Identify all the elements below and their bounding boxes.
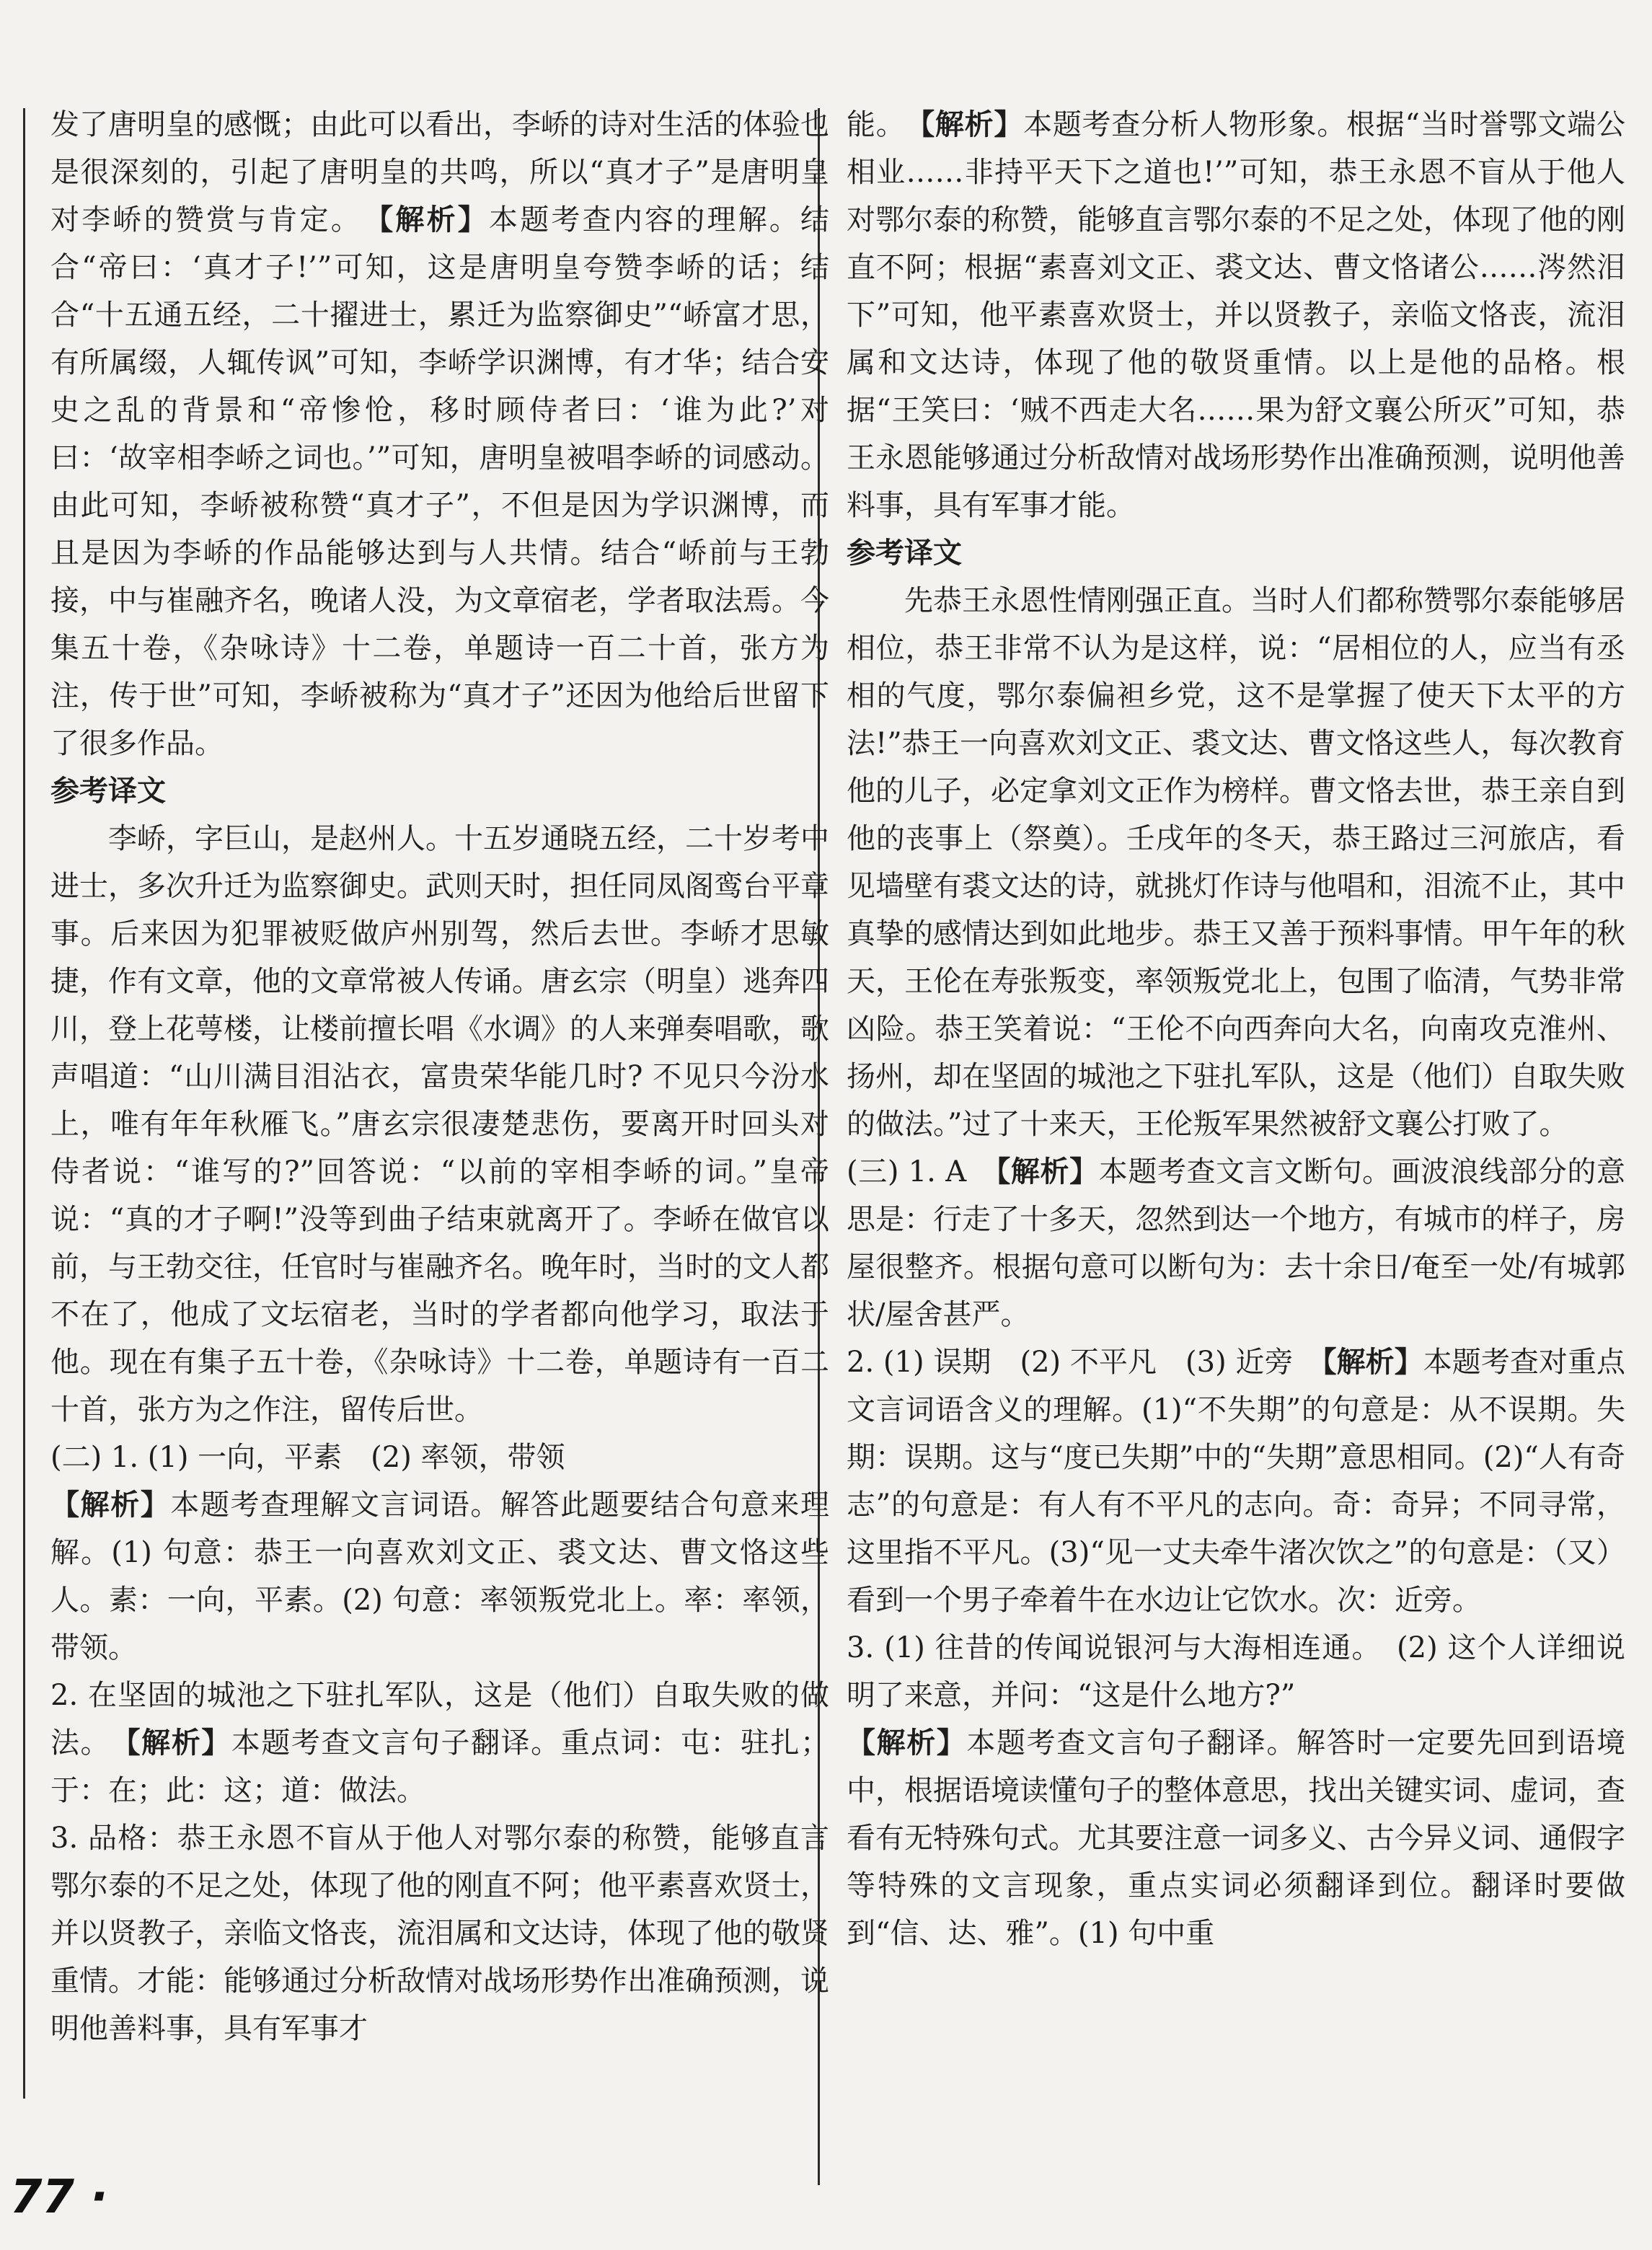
analysis-text: 本题考查文言句子翻译。解答时一定要先回到语境中，根据语境读懂句子的整体意思，找出关键实词、虚词，查看有无特殊句式。尤其要注意一词多义、古今异义词、通假字等特殊的文言现象，重点实词必须翻译到位。翻译时要做到“信、达、雅”。(1) 句中重 bbox=[847, 1726, 1626, 1950]
answer-paragraph bbox=[847, 1719, 1625, 1957]
answer-text: 能。 bbox=[847, 108, 891, 141]
analysis-text: 本题考查对重点文言词语含义的理解。(1)“不失期”的句意是：从不误期。失期：误期。这与“度已失期”中的“失期”意思相同。(2)“人有奇志”的句意是：有人有不平凡的志向。奇：奇异；不同寻常，这里指不平凡。(3)“见一丈夫牵牛渚次饮之”的句意是：（又）看到一个男子牵着牛在水边让它饮水。次：近旁。 bbox=[847, 1346, 1626, 1617]
right-column bbox=[847, 101, 1625, 1957]
left-column bbox=[50, 101, 829, 2052]
translation-paragraph: 先恭王永恩性情刚强正直。当时人们都称赞鄂尔泰能够居相位，恭王非常不认为是这样，说：“居相位的人，应当有丞相的气度，鄂尔泰偏袒乡党，这不是掌握了使天下太平的方法!”恭王一向喜欢刘文正、裘文达、曹文恪这些人，每次教育他的儿子，必定拿刘文正作为榜样。曹文恪去世，恭王亲自到他的丧事上（祭奠）。壬戌年的冬天，恭王路过三河旅店，看见墙壁有裘文达的诗，就挑灯作诗与他唱和，泪流不止，其中真挚的感情达到如此地步。恭王又善于预料事情。甲午年的秋天，王伦在寿张叛变，率领叛党北上，包围了临清，气势非常凶险。恭王笑着说：“王伦不向西奔向大名，向南攻克淮州、扬州，却在坚固的城池之下驻扎军队，这是（他们）自取失败的做法。”过了十来天，王伦叛军果然被舒文襄公打败了。 bbox=[847, 584, 1625, 1141]
analysis-text: 本题考查内容的理解。结合“帝曰：‘真才子!’”可知，这是唐明皇夸赞李峤的话；结合“十五通五经，二十擢进士，累迁为监察御史”“峤富才思，有所属缀，人辄传讽”可知，李峤学识渊博，有才华；结合安史之乱的背景和“帝惨怆，移时顾侍者曰：‘谁为此?’对曰：‘故宰相李峤之词也。’”可知，唐明皇被唱李峤的词感动。由此可知，李峤被称赞“真才子”，不但是因为学识渊博，而且是因为李峤的作品能够达到与人共情。结合“峤前与王勃接，中与崔融齐名，晚诸人没，为文章宿老，学者取法焉。今集五十卷，《杂咏诗》十二卷，单题诗一百二十首，张方为注，传于世”可知，李峤被称为“真才子”还因为他给后世留下了很多作品。 bbox=[50, 203, 830, 760]
analysis-tag: 【解析】 bbox=[996, 1155, 1099, 1188]
answer-paragraph: 3. (1) 往昔的传闻说银河与大海相连通。 (2) 这个人详细说明了来意，并问：“这是什么地方?” bbox=[847, 1631, 1625, 1712]
left-margin-rule bbox=[23, 108, 25, 2099]
answer-text: 发了唐明皇的感慨；由此可以看出，李峤的诗对生活的体验也是很深刻的，引起了唐明皇的共鸣，所以“真才子”是唐明皇对李峤的赞赏与肯定。 bbox=[50, 108, 829, 237]
answer-text: 2. (1) 误期 (2) 不平凡 (3) 近旁 bbox=[847, 1346, 1294, 1379]
answer-paragraph bbox=[847, 1148, 1625, 1338]
analysis-tag: 【解析】 bbox=[379, 203, 490, 237]
answer-text: (三) 1. A bbox=[847, 1155, 967, 1188]
question-answer: (二) 1. (1) 一向，平素 (2) 率领，带领 bbox=[50, 1441, 565, 1474]
page-number: 77 · bbox=[10, 2171, 108, 2224]
analysis-tag: 【解析】 bbox=[1322, 1346, 1423, 1379]
analysis-tag: 【解析】 bbox=[125, 1726, 231, 1760]
analysis-text: 本题考查分析人物形象。根据“当时誉鄂文端公相业……非持平天下之道也!’”可知，恭王永恩不盲从于他人对鄂尔泰的称赞，能够直言鄂尔泰的不足之处，体现了他的刚直不阿；根据“素喜刘文正、裘文达、曹文恪诸公……涔然泪下”可知，他平素喜欢贤士，并以贤教子，亲临文恪丧，流泪属和文达诗，体现了他的敬贤重情。以上是他的品格。根据“王笑曰：‘贼不西走大名……果为舒文襄公所灭”可知，恭王永恩能够通过分析敌情对战场形势作出准确预测，说明他善料事，具有军事才能。 bbox=[847, 108, 1626, 522]
analysis-tag: 【解析】 bbox=[50, 1488, 171, 1522]
answer-paragraph bbox=[50, 101, 829, 767]
analysis-text: 本题考查理解文言词语。解答此题要结合句意来理解。(1) 句意：恭王一向喜欢刘文正、裘文达、曹文恪这些人。素：一向，平素。(2) 句意：率领叛党北上。率：率领，带领。 bbox=[50, 1488, 830, 1664]
analysis-text: 本题考查文言文断句。画波浪线部分的意思是：行走了十多天，忽然到达一个地方，有城市的样子，房屋很整齐。根据句意可以断句为：去十余日/奄至一处/有城郭状/屋舍甚严。 bbox=[847, 1155, 1626, 1331]
answer-text: 2. 在坚固的城池之下驻扎军队，这是（他们）自取失败的做法。 bbox=[50, 1679, 829, 1760]
analysis-tag: 【解析】 bbox=[847, 1726, 967, 1760]
section-heading: 参考译文 bbox=[847, 537, 962, 570]
answer-paragraph: 3. 品格：恭王永恩不盲从于他人对鄂尔泰的称赞，能够直言鄂尔泰的不足之处，体现了他的刚直不阿；他平素喜欢贤士，并以贤教子，亲临文恪丧，流泪属和文达诗，体现了他的敬贤重情。才能：能够通过分析敌情对战场形势作出准确预测，说明他善料事，具有军事才 bbox=[50, 1822, 829, 2045]
analysis-tag: 【解析】 bbox=[920, 108, 1024, 141]
answer-paragraph bbox=[847, 1338, 1625, 1624]
translation-paragraph: 李峤，字巨山，是赵州人。十五岁通晓五经，二十岁考中进士，多次升迁为监察御史。武则天时，担任同凤阁鸾台平章事。后来因为犯罪被贬做庐州别驾，然后去世。李峤才思敏捷，作有文章，他的文章常被人传诵。唐玄宗（明皇）逃奔四川，登上花萼楼，让楼前擅长唱《水调》的人来弹奏唱歌，歌声唱道：“山川满目泪沾衣，富贵荣华能几时? 不见只今汾水上，唯有年年秋雁飞。”唐玄宗很凄楚悲伤，要离开时回头对侍者说：“谁写的?”回答说：“以前的宰相李峤的词。”皇帝说：“真的才子啊!”没等到曲子结束就离开了。李峤在做官以前，与王勃交往，任官时与崔融齐名。晚年时，当时的文人都不在了，他成了文坛宿老，当时的学者都向他学习，取法于他。现在有集子五十卷，《杂咏诗》十二卷，单题诗有一百二十首，张方为之作注，留传后世。 bbox=[50, 822, 829, 1426]
analysis-text: 本题考查文言句子翻译。重点词：屯：驻扎；于：在；此：这；道：做法。 bbox=[50, 1726, 830, 1807]
answer-paragraph bbox=[50, 1481, 829, 1672]
answer-paragraph bbox=[847, 101, 1625, 529]
answer-paragraph bbox=[50, 1672, 829, 1814]
section-heading: 参考译文 bbox=[50, 775, 166, 808]
